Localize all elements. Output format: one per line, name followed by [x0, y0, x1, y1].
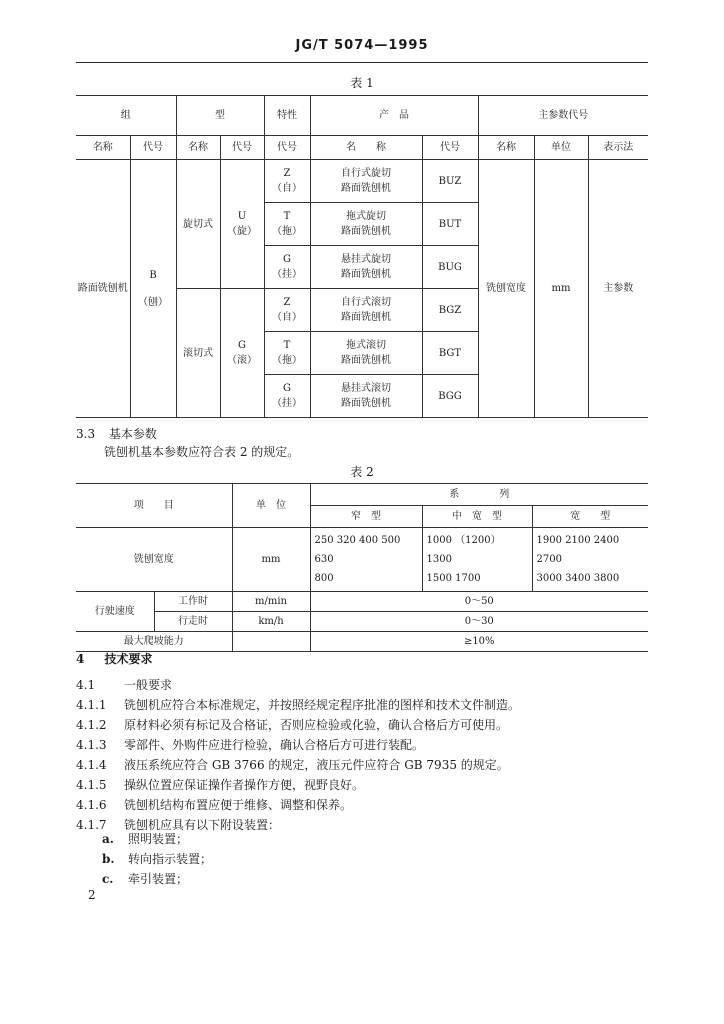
section-title: 基本参数: [108, 427, 157, 441]
section-4-heading: [76, 650, 153, 667]
item-number: 4.1.4: [76, 758, 107, 772]
product-name-cell: [310, 203, 422, 246]
th-type-name: 名称: [176, 136, 220, 160]
type-name-cell: 滚切式: [176, 289, 220, 418]
narrow-values-line1: 250 320 400 500 630: [314, 535, 401, 565]
item-number: 4.1: [76, 678, 96, 692]
medium-values-cell: [422, 528, 532, 592]
width-unit-cell: mm: [232, 528, 310, 592]
section-number: 3.3: [76, 427, 96, 441]
item-text: 铣刨机结构布置应便于维修、调整和保养。: [124, 798, 353, 812]
item-number: 4.1.7: [76, 818, 107, 832]
th-wide: 宽 型: [532, 506, 648, 528]
type-code-cell: [220, 289, 264, 418]
climb-label-cell: 最大爬坡能力: [76, 632, 232, 652]
travel-label-cell: 行走时: [154, 612, 232, 632]
param-unit-cell: mm: [534, 160, 588, 418]
th-param-unit: 单位: [534, 136, 588, 160]
item-text: 照明装置；: [128, 832, 189, 846]
th-product-code: 代号: [422, 136, 478, 160]
item-text: 液压系统应符合 GB 3766 的规定，液压元件应符合 GB 7935 的规定。: [124, 758, 509, 772]
item-number: 4.1.5: [76, 778, 107, 792]
group-code-note: （刨）: [138, 296, 168, 308]
table-row: [76, 632, 648, 652]
climb-unit-cell: [232, 632, 310, 652]
th-group-name: 名称: [76, 136, 130, 160]
item-number: 4.1.2: [76, 718, 107, 732]
th-type: 型: [176, 96, 264, 136]
climb-value-cell: ≥10%: [310, 632, 648, 652]
item-number: b.: [102, 852, 115, 866]
item-text: 零部件、外购件应进行检验，确认合格后方可进行装配。: [124, 738, 425, 752]
travel-value-cell: 0～30: [310, 612, 648, 632]
list-item: [102, 830, 188, 847]
feature-note: （自）: [272, 312, 302, 323]
table-1: [76, 95, 648, 418]
feature-code: Z: [283, 297, 291, 308]
list-item: [76, 796, 352, 813]
product-name-line2: 路面铣刨机: [341, 398, 391, 409]
product-name-line1: 拖式滚切: [346, 340, 386, 351]
product-name-line1: 悬挂式旋切: [341, 254, 391, 265]
th-narrow: 窄 型: [310, 506, 422, 528]
feature-cell: [264, 160, 310, 203]
item-number: 4.1.3: [76, 738, 107, 752]
product-name-cell: [310, 289, 422, 332]
item-number: c.: [102, 872, 114, 886]
th-type-code: 代号: [220, 136, 264, 160]
item-text: 操纵位置应保证操作者操作方便，视野良好。: [124, 778, 365, 792]
type-code-cell: [220, 160, 264, 289]
list-item: [76, 776, 364, 793]
feature-code: T: [283, 211, 291, 222]
th-feature-code: 代号: [264, 136, 310, 160]
product-name-line2: 路面铣刨机: [341, 269, 391, 280]
type-code-note: （滚）: [227, 355, 257, 366]
table-row: [76, 160, 648, 203]
item-text: 铣刨机应具有以下附设装置：: [124, 818, 281, 832]
product-name-line2: 路面铣刨机: [341, 355, 391, 366]
work-label-cell: 工作时: [154, 592, 232, 612]
table-row: [76, 612, 648, 632]
list-item: [76, 736, 424, 753]
travel-unit-cell: km/h: [232, 612, 310, 632]
th-unit: 单 位: [232, 484, 310, 528]
product-code-cell: BUZ: [422, 160, 478, 203]
feature-code: Z: [283, 168, 291, 179]
table1-header-row-2: [76, 136, 648, 160]
narrow-values-cell: [310, 528, 422, 592]
type-code: U: [237, 211, 247, 222]
th-param-name: 名称: [478, 136, 534, 160]
product-name-line1: 拖式旋切: [346, 211, 386, 222]
feature-code: G: [283, 254, 291, 265]
feature-note: （挂）: [272, 398, 302, 409]
feature-cell: [264, 203, 310, 246]
item-text: 牵引装置；: [128, 872, 189, 886]
th-product: 产 品: [310, 96, 478, 136]
list-item: [76, 756, 509, 773]
group-code-cell: [130, 160, 176, 418]
th-medium: 中 宽 型: [422, 506, 532, 528]
param-name-cell: 铣刨宽度: [478, 160, 534, 418]
feature-cell: [264, 289, 310, 332]
product-code-cell: BGT: [422, 332, 478, 375]
feature-cell: [264, 375, 310, 418]
list-item: [102, 850, 212, 867]
th-series: 系 列: [310, 484, 648, 506]
section-title: 技术要求: [104, 652, 153, 666]
product-name-line2: 路面铣刨机: [341, 226, 391, 237]
table2-caption: 表 2: [350, 465, 374, 479]
header-rule: [76, 62, 648, 63]
item-number: 4.1.1: [76, 698, 107, 712]
th-feature: 特性: [264, 96, 310, 136]
page-number: 2: [88, 888, 96, 902]
item-text: 原材料必须有标记及合格证，否则应检验或化验，确认合格后方可使用。: [124, 718, 509, 732]
group-name-cell: 路面铣刨机: [76, 160, 130, 418]
wide-values-line2: 3000 3400 3800: [536, 573, 620, 584]
product-code-cell: BUT: [422, 203, 478, 246]
medium-values-line1: 1000 （1200） 1300: [426, 535, 501, 565]
product-name-cell: [310, 375, 422, 418]
type-code-note: （旋）: [227, 226, 257, 237]
table-row: [76, 528, 648, 592]
product-name-cell: [310, 246, 422, 289]
item-number: a.: [102, 832, 114, 846]
product-name-cell: [310, 332, 422, 375]
standard-header: JG/T 5074—1995: [295, 38, 429, 53]
table1-header-row-1: [76, 96, 648, 136]
table-row: [76, 592, 648, 612]
work-unit-cell: m/min: [232, 592, 310, 612]
product-name-line1: 悬挂式滚切: [341, 383, 391, 394]
product-code-cell: BUG: [422, 246, 478, 289]
feature-note: （自）: [272, 183, 302, 194]
feature-note: （拖）: [272, 226, 302, 237]
product-name-line1: 自行式旋切: [341, 168, 391, 179]
section-number: 4: [76, 652, 85, 666]
wide-values-line1: 1900 2100 2400 2700: [536, 535, 620, 565]
list-item: [102, 870, 188, 887]
medium-values-line2: 1500 1700: [426, 573, 481, 584]
speed-label-cell: 行驶速度: [76, 592, 154, 632]
item-text: 一般要求: [124, 678, 173, 692]
section-3-3-heading: [76, 425, 157, 442]
work-value-cell: 0～50: [310, 592, 648, 612]
table-2: [76, 483, 648, 652]
item-text: 铣刨机应符合本标准规定，并按照经规定程序批准的图样和技术文件制造。: [124, 698, 521, 712]
list-item: [76, 676, 172, 693]
type-name-cell: 旋切式: [176, 160, 220, 289]
th-group-code: 代号: [130, 136, 176, 160]
th-main-param: 主参数代号: [478, 96, 648, 136]
th-param-method: 表示法: [588, 136, 648, 160]
param-method-cell: 主参数: [588, 160, 648, 418]
feature-code: G: [283, 383, 291, 394]
table2-header-row-1: [76, 484, 648, 506]
section-3-3-text: 铣刨机基本参数应符合表 2 的规定。: [104, 445, 300, 459]
wide-values-cell: [532, 528, 648, 592]
product-code-cell: BGG: [422, 375, 478, 418]
feature-note: （拖）: [272, 355, 302, 366]
product-code-cell: BGZ: [422, 289, 478, 332]
item-text: 转向指示装置；: [128, 852, 213, 866]
product-name-cell: [310, 160, 422, 203]
group-code: B: [149, 269, 157, 281]
item-number: 4.1.6: [76, 798, 107, 812]
table1-caption: 表 1: [350, 76, 374, 90]
th-product-name: 名 称: [310, 136, 422, 160]
th-group: 组: [76, 96, 176, 136]
list-item: [76, 716, 508, 733]
narrow-values-line2: 800: [314, 573, 334, 584]
product-name-line1: 自行式滚切: [341, 297, 391, 308]
product-name-line2: 路面铣刨机: [341, 183, 391, 194]
list-item: [76, 696, 520, 713]
product-name-line2: 路面铣刨机: [341, 312, 391, 323]
feature-cell: [264, 246, 310, 289]
type-code: G: [238, 340, 246, 351]
width-label-cell: 铣刨宽度: [76, 528, 232, 592]
feature-code: T: [283, 340, 291, 351]
feature-note: （挂）: [272, 269, 302, 280]
feature-cell: [264, 332, 310, 375]
th-item: 项 目: [76, 484, 232, 528]
